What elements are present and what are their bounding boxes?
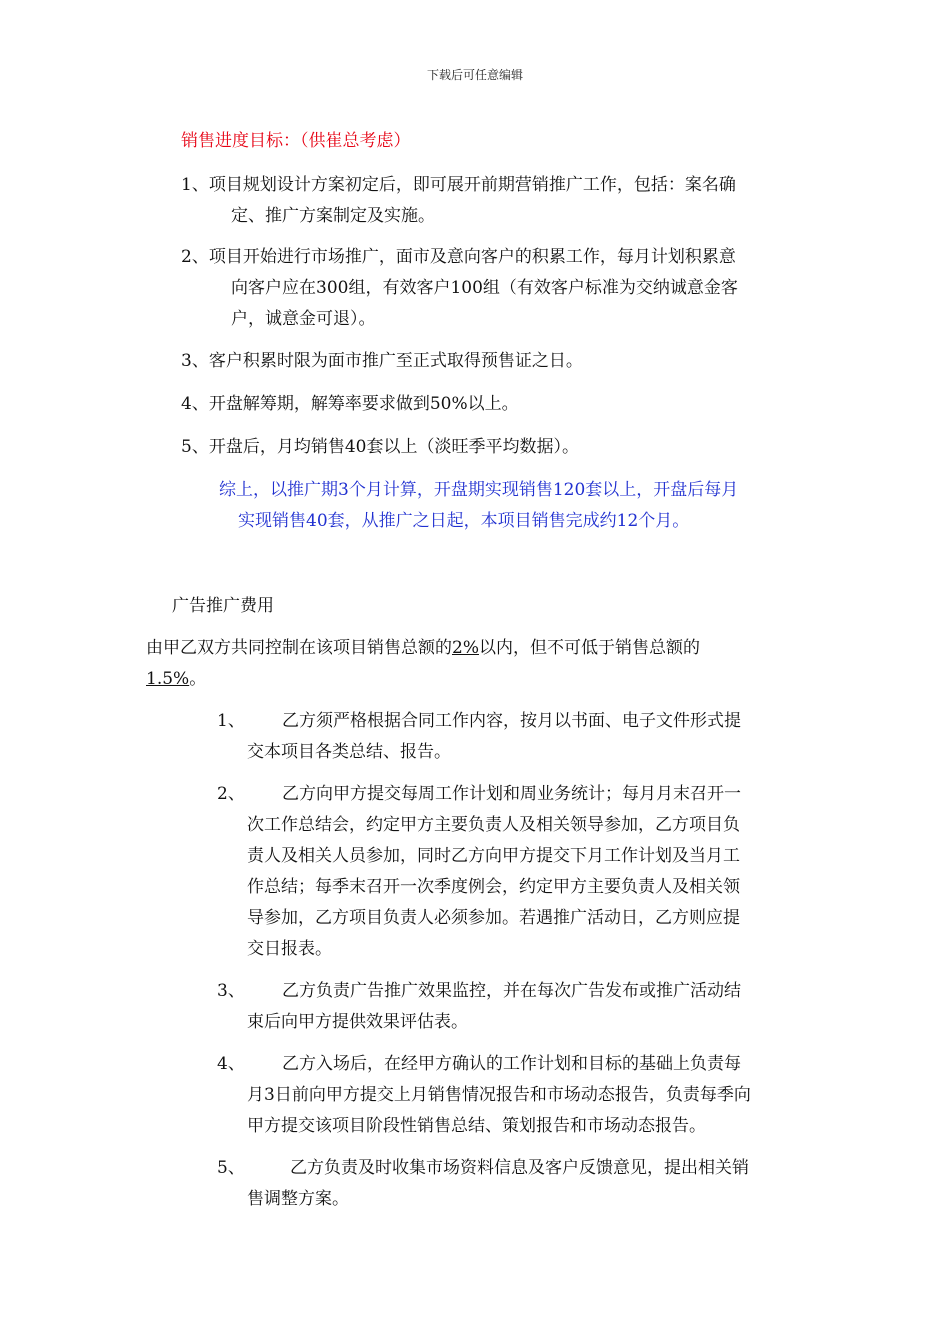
ad-intro-min-percent: 1.5%: [146, 669, 190, 689]
ad-item-1-number: 1、: [217, 711, 245, 731]
sales-item-1-line-2: 定、推广方案制定及实施。: [231, 206, 435, 226]
ad-item-1-line-1: 乙方须严格根据合同工作内容，按月以书面、电子文件形式提: [282, 711, 741, 731]
ad-intro-line-1: [146, 636, 700, 660]
ad-intro-percent: 2%: [452, 638, 479, 658]
ad-intro-line-2: [146, 667, 206, 691]
sales-item-2-line-1: 2、项目开始进行市场推广，面市及意向客户的积累工作，每月计划积累意: [181, 247, 736, 267]
ad-item-2-line-2: 次工作总结会，约定甲方主要负责人及相关领导参加，乙方项目负: [247, 815, 740, 835]
page-header: 下载后可任意编辑: [426, 68, 523, 82]
ad-item-4-line-2: 月3日前向甲方提交上月销售情况报告和市场动态报告，负责每季向: [247, 1085, 751, 1105]
sales-item-2-line-2: 向客户应在300组，有效客户100组（有效客户标准为交纳诚意金客: [231, 278, 738, 298]
sales-section-title: 销售进度目标：（供崔总考虑）: [181, 131, 411, 151]
ad-section-title: 广告推广费用: [172, 596, 274, 616]
ad-item-5-line-1: 乙方负责及时收集市场资料信息及客户反馈意见，提出相关销: [290, 1158, 749, 1178]
ad-item-3-line-1: 乙方负责广告推广效果监控，并在每次广告发布或推广活动结: [282, 981, 741, 1001]
ad-item-5-line-2: 售调整方案。: [247, 1189, 349, 1209]
ad-item-3-number: 3、: [217, 981, 245, 1001]
ad-item-4-number: 4、: [217, 1054, 245, 1074]
sales-item-4: 4、开盘解筹期，解筹率要求做到50%以上。: [181, 394, 519, 414]
ad-item-2-line-1: 乙方向甲方提交每周工作计划和周业务统计；每月月末召开一: [282, 784, 741, 804]
ad-item-2-line-5: 导参加，乙方项目负责人必须参加。若遇推广活动日，乙方则应提: [247, 908, 740, 928]
sales-item-1-line-1: 1、项目规划设计方案初定后，即可展开前期营销推广工作，包括：案名确: [181, 175, 736, 195]
ad-item-2-line-4: 作总结；每季末召开一次季度例会，约定甲方主要负责人及相关领: [247, 877, 740, 897]
sales-summary-line-1: 综上，以推广期3个月计算，开盘期实现销售120套以上，开盘后每月: [219, 480, 739, 500]
ad-item-5-number: 5、: [217, 1158, 245, 1178]
ad-intro-prefix: 由甲乙双方共同控制在该项目销售总额的: [146, 638, 452, 658]
ad-intro-suffix: 以内，但不可低于销售总额的: [478, 638, 700, 658]
ad-item-4-line-3: 甲方提交该项目阶段性销售总结、策划报告和市场动态报告。: [247, 1116, 706, 1136]
ad-item-3-line-2: 束后向甲方提供效果评估表。: [247, 1012, 468, 1032]
ad-item-1-line-2: 交本项目各类总结、报告。: [247, 742, 451, 762]
sales-item-5: 5、开盘后，月均销售40套以上（淡旺季平均数据）。: [181, 437, 579, 457]
sales-summary-line-2: 实现销售40套，从推广之日起，本项目销售完成约12个月。: [238, 511, 690, 531]
ad-item-4-line-1: 乙方入场后，在经甲方确认的工作计划和目标的基础上负责每: [282, 1054, 741, 1074]
sales-item-3: 3、客户积累时限为面市推广至正式取得预售证之日。: [181, 351, 583, 371]
sales-item-2-line-3: 户，诚意金可退）。: [231, 309, 376, 329]
ad-item-2-number: 2、: [217, 784, 245, 804]
ad-item-2-line-3: 责人及相关人员参加，同时乙方向甲方提交下月工作计划及当月工: [247, 846, 740, 866]
ad-intro-end: 。: [189, 669, 207, 689]
ad-item-2-line-6: 交日报表。: [247, 939, 332, 959]
